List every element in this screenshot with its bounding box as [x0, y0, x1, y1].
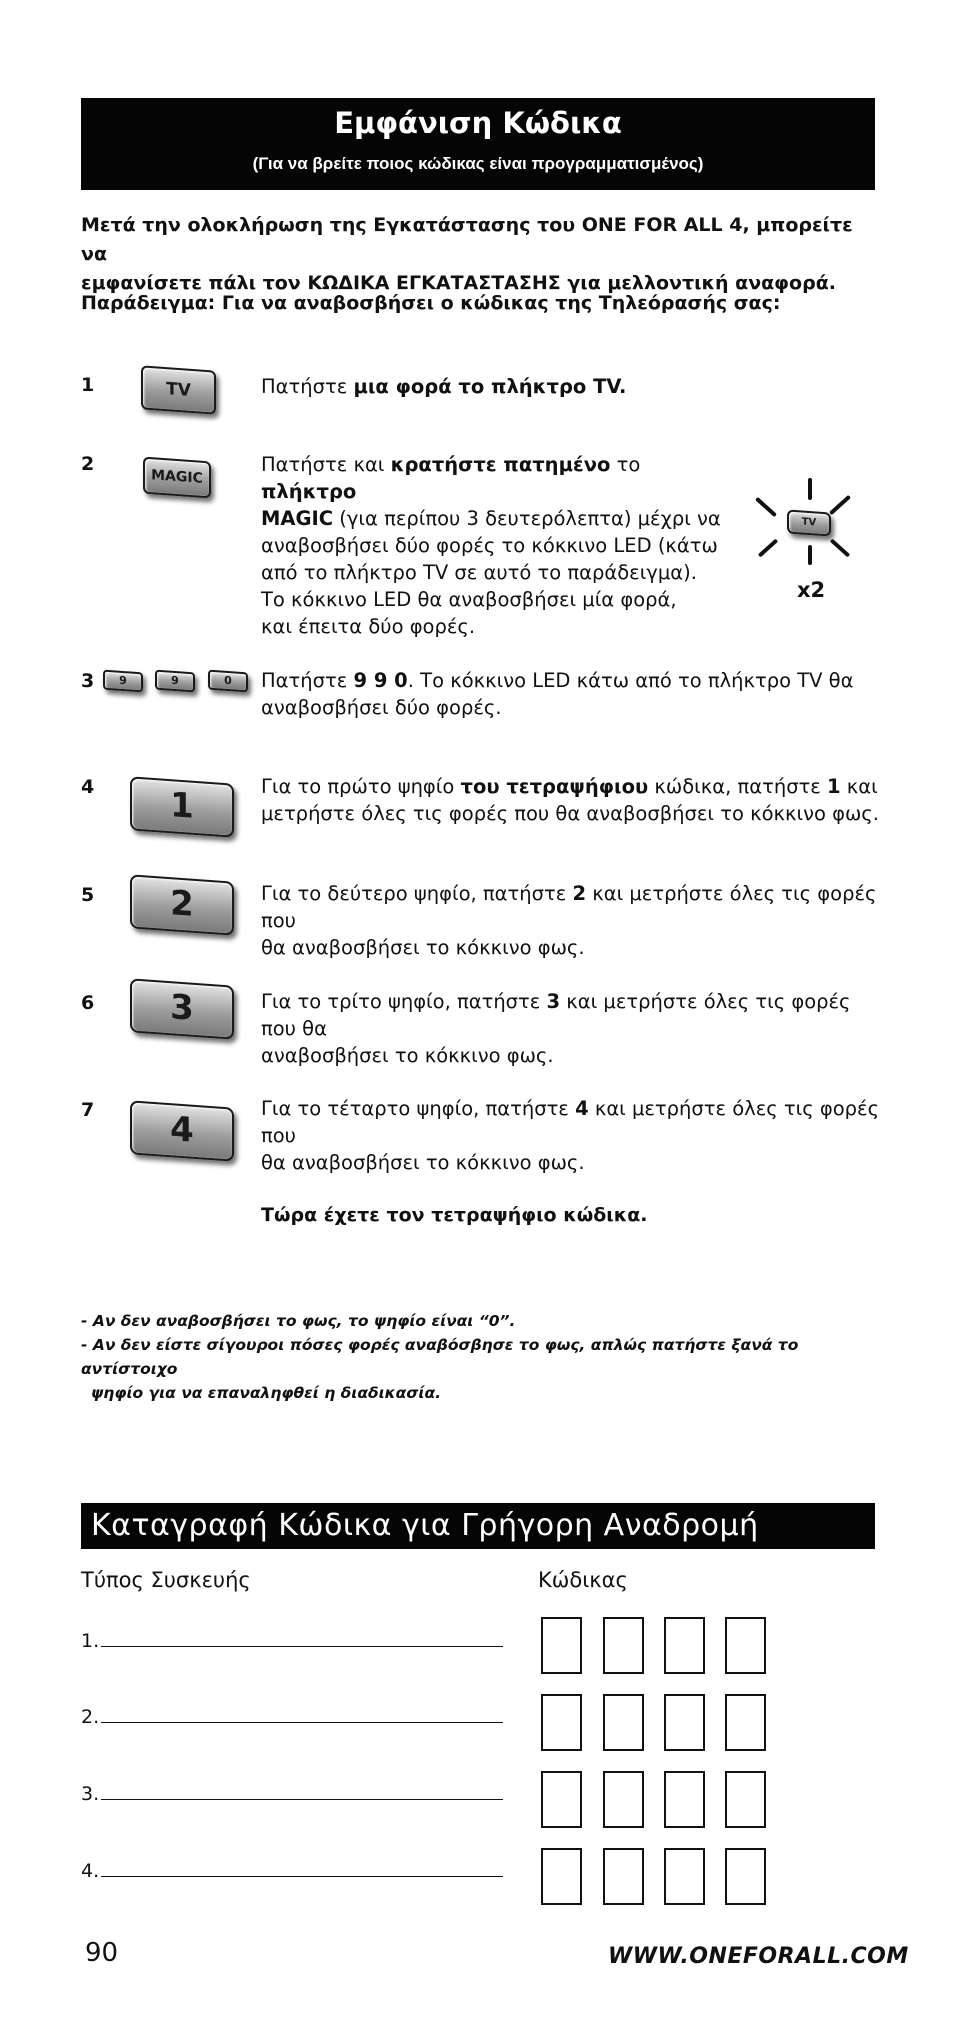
device-entry-line[interactable]: [81, 1783, 503, 1805]
step-7-text-c: και μετρήστε όλες τις φορές που: [261, 1097, 880, 1147]
intro-paragraph: [81, 211, 881, 298]
step-7-line-2: θα αναβοσβήσει το κόκκινο φως.: [261, 1151, 585, 1174]
step-6-text-a: Για το τρίτο ψηφίο, πατήστε: [261, 990, 547, 1013]
intro-line-2: εμφανίσετε πάλι τον ΚΩΔΙΚΑ ΕΓΚΑΤΑΣΤΑΣΗΣ για μελλοντική αναφορά.: [81, 272, 836, 294]
device-entry-line[interactable]: [81, 1706, 503, 1728]
code-digit-box[interactable]: [664, 1771, 705, 1828]
code-digit-box[interactable]: [603, 1617, 644, 1674]
website-link[interactable]: WWW.ONEFORALL.COM: [608, 1944, 909, 1969]
device-entry-line[interactable]: [81, 1860, 503, 1882]
step-3-line-2: αναβοσβήσει δύο φορές.: [261, 696, 502, 719]
page-number: 90: [85, 1938, 119, 1968]
note-3: ψηφίο για να επαναληφθεί η διαδικασία.: [91, 1384, 441, 1402]
code-digit-box[interactable]: [541, 1617, 582, 1674]
code-digit-box[interactable]: [725, 1771, 766, 1828]
page-subtitle: (Για να βρείτε ποιος κώδικας είναι προγραμματισμένος): [252, 154, 704, 173]
write-line: [101, 1646, 503, 1647]
step-3-text: [261, 667, 881, 721]
step-3-number: 3: [81, 670, 95, 692]
final-statement: Τώρα έχετε τον τετραψήφιο κώδικα.: [261, 1204, 648, 1226]
four-key-image: 4: [130, 1100, 234, 1161]
step-3-text-b: 9 9 0: [353, 669, 408, 692]
step-2-line-6: και έπειτα δύο φορές.: [261, 615, 476, 638]
step-2-text-a: Πατήστε και: [261, 453, 391, 476]
row-number: 3.: [81, 1783, 100, 1805]
step-2-line-5: Το κόκκινο LED θα αναβοσβήσει μία φορά,: [261, 588, 677, 611]
code-digit-box[interactable]: [664, 1848, 705, 1905]
header-bar: [81, 98, 875, 190]
code-digit-box[interactable]: [541, 1771, 582, 1828]
step-5-text-c: και μετρήστε όλες τις φορές που: [261, 882, 877, 932]
code-digit-box[interactable]: [603, 1694, 644, 1751]
step-4-text-b: του τετραψήφιου: [460, 775, 649, 798]
step-7-number: 7: [81, 1099, 95, 1121]
step-6-number: 6: [81, 992, 95, 1014]
row-number: 1.: [81, 1630, 100, 1652]
flash-ray: [829, 495, 851, 515]
code-digit-box[interactable]: [725, 1694, 766, 1751]
code-digit-box[interactable]: [664, 1617, 705, 1674]
step-4-line-2: μετρήστε όλες τις φορές που θα αναβοσβήσει το κόκκινο φως.: [261, 802, 879, 825]
step-7-text-b: 4: [575, 1097, 589, 1120]
step-4-text: [261, 773, 881, 827]
step-1-text-b: μια φορά το πλήκτρο TV.: [353, 375, 627, 398]
record-section-title: Καταγραφή Κώδικα για Γρήγορη Αναδρομή: [81, 1503, 875, 1549]
step-2-text-f: (για περίπου 3 δευτερόλεπτα) μέχρι να: [333, 507, 721, 530]
device-entry-line[interactable]: [81, 1630, 503, 1652]
step-2-line-3: αναβοσβήσει δύο φορές το κόκκινο LED (κάτω: [261, 534, 718, 557]
code-digit-box[interactable]: [664, 1694, 705, 1751]
one-key-image: 1: [130, 776, 234, 837]
step-4-number: 4: [81, 776, 95, 798]
flash-count-label: x2: [797, 578, 826, 602]
note-1: - Αν δεν αναβοσβήσει το φως, το ψηφίο είναι “0”.: [81, 1312, 516, 1330]
step-2-text-b: κρατήστε πατημένο: [390, 453, 611, 476]
zero-key-image: 0: [208, 670, 248, 693]
row-number: 2.: [81, 1706, 100, 1728]
step-2-text: [261, 451, 721, 640]
step-1-text-a: Πατήστε: [261, 375, 354, 398]
step-2-text-c: το: [610, 453, 641, 476]
step-2-text-e: MAGIC: [261, 507, 334, 530]
step-3-text-a: Πατήστε: [261, 669, 354, 692]
code-digit-box[interactable]: [541, 1848, 582, 1905]
flash-ray: [808, 478, 812, 500]
code-digit-box[interactable]: [725, 1617, 766, 1674]
note-2: - Αν δεν είστε σίγουροι πόσες φορές αναβόσβησε το φως, απλώς πατήστε ξανά το αντίστοιχο: [81, 1336, 799, 1378]
step-7-text: [261, 1095, 881, 1176]
step-4-text-d: 1: [827, 775, 841, 798]
step-4-text-c: κώδικα, πατήστε: [648, 775, 828, 798]
row-number: 4.: [81, 1860, 100, 1882]
code-digit-box[interactable]: [541, 1694, 582, 1751]
step-6-text-b: 3: [546, 990, 561, 1013]
step-5-text-b: 2: [572, 882, 587, 905]
flash-ray: [830, 538, 851, 557]
nine-key-image: 9: [103, 670, 143, 693]
step-4-text-a: Για το πρώτο ψηφίο: [261, 775, 461, 798]
step-2-text-d: πλήκτρο: [261, 480, 357, 503]
tv-key-image: TV: [141, 365, 216, 414]
step-5-number: 5: [81, 884, 95, 906]
tv-key-flash-image: TV: [787, 509, 831, 536]
flash-ray: [755, 497, 777, 517]
code-digit-box[interactable]: [603, 1771, 644, 1828]
step-6-line-2: αναβοσβήσει το κόκκινο φως.: [261, 1044, 554, 1067]
step-1-number: 1: [81, 374, 95, 396]
step-6-text: [261, 988, 881, 1069]
magic-key-image: MAGIC: [143, 457, 211, 499]
step-3-text-c: . Το κόκκινο LED κάτω από το πλήκτρο TV θα: [407, 669, 854, 692]
step-4-text-e: και: [840, 775, 878, 798]
code-label: Κώδικας: [538, 1568, 628, 1592]
step-5-text-a: Για το δεύτερο ψηφίο, πατήστε: [261, 882, 573, 905]
notes: [81, 1309, 881, 1405]
step-6-text-c: και μετρήστε όλες τις φορές που θα: [261, 990, 851, 1040]
step-1-text: [261, 373, 881, 400]
write-line: [101, 1722, 503, 1723]
write-line: [101, 1876, 503, 1877]
step-2-number: 2: [81, 453, 95, 475]
step-5-line-2: θα αναβοσβήσει το κόκκινο φως.: [261, 936, 585, 959]
step-2-line-4: από το πλήκτρο TV σε αυτό το παράδειγμα).: [261, 561, 697, 584]
device-type-label: Τύπος Συσκευής: [81, 1568, 251, 1592]
three-key-image: 3: [130, 978, 234, 1039]
nine-key-image: 9: [155, 670, 195, 693]
code-digit-box[interactable]: [725, 1848, 766, 1905]
flash-ray: [758, 538, 779, 557]
intro-line-1: Μετά την ολοκλήρωση της Εγκατάστασης του ONE FOR ALL 4, μπορείτε να: [81, 214, 853, 265]
step-5-text: [261, 880, 881, 961]
two-key-image: 2: [130, 874, 234, 935]
step-7-text-a: Για το τέταρτο ψηφίο, πατήστε: [261, 1097, 576, 1120]
flash-ray: [808, 545, 812, 565]
page-title: Εμφάνιση Κώδικα: [334, 106, 622, 140]
code-digit-box[interactable]: [603, 1848, 644, 1905]
write-line: [101, 1799, 503, 1800]
example-heading: Παράδειγμα: Για να αναβοσβήσει ο κώδικας της Τηλεόρασής σας:: [81, 292, 781, 314]
